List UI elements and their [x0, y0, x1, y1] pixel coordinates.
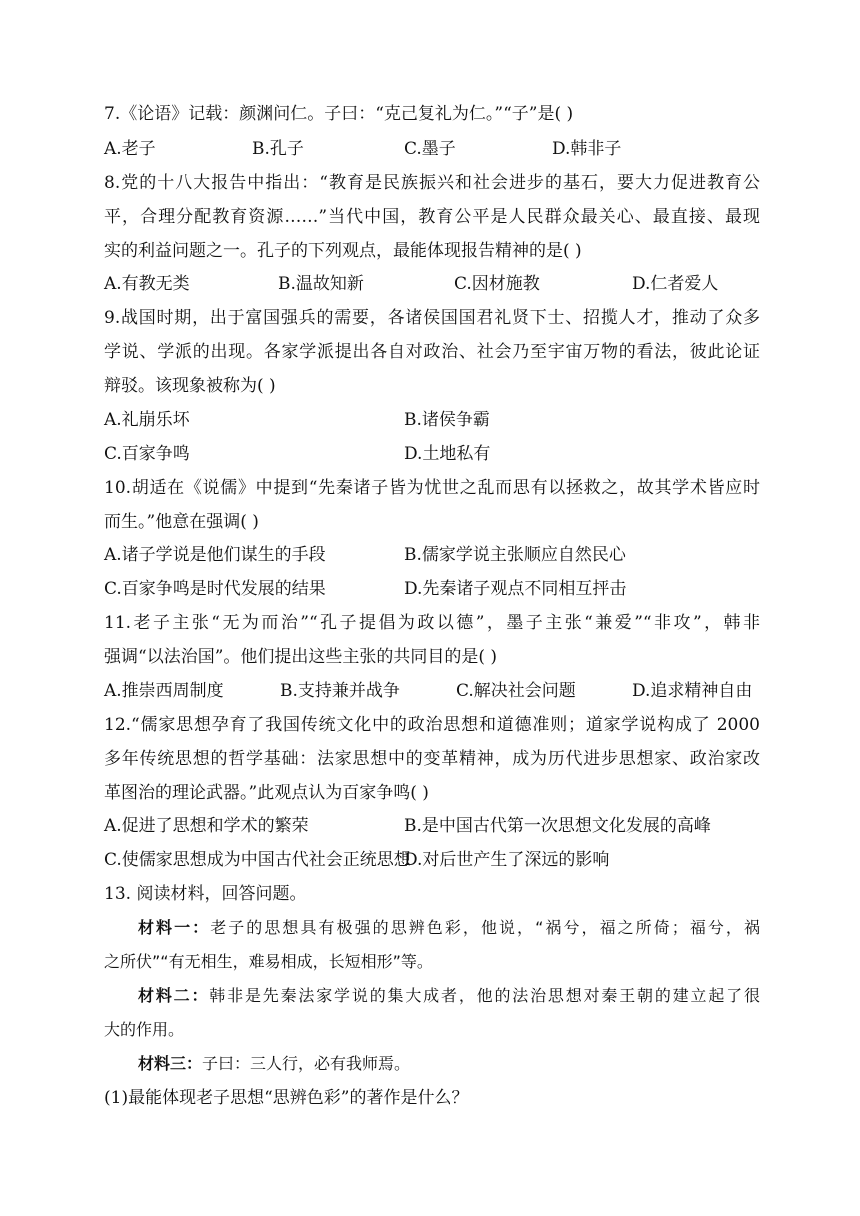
material1-label: 材料一： — [138, 918, 211, 937]
q11-option-b: B.支持兼并战争 — [280, 681, 400, 701]
q13-subquestion-1: (1)最能体现老子思想“思辨色彩”的著作是什么？ — [104, 1088, 469, 1108]
q9-option-d: D.土地私有 — [404, 444, 491, 464]
q8-option-d: D.仁者爱人 — [632, 274, 719, 294]
q12-option-d: D.对后世产生了深远的影响 — [404, 850, 610, 870]
q7-option-c: C.墨子 — [404, 139, 456, 159]
q12-stem-line: 革图治的理论武器。”此观点认为百家争鸣( ) — [104, 783, 429, 803]
q10-stem-line: 10.胡适在《说儒》中提到“先秦诸子皆为忧世之乱而思有以拯救之，故其学术皆应时 — [104, 478, 760, 498]
q7-stem: 7.《论语》记载：颜渊问仁。子曰：“克己复礼为仁。”“子”是( ) — [104, 104, 574, 124]
q11-option-d: D.追求精神自由 — [632, 681, 753, 701]
q8-option-a: A.有教无类 — [104, 274, 190, 294]
q10-option-d: D.先秦诸子观点不同相互抨击 — [404, 579, 627, 599]
material2-label: 材料二： — [138, 986, 210, 1005]
q12-option-c: C.使儒家思想成为中国古代社会正统思想 — [104, 850, 411, 870]
q8-option-c: C.因材施教 — [454, 274, 540, 294]
q11-stem-line: 强调“以法治国”。他们提出这些主张的共同目的是( ) — [104, 647, 498, 667]
material1-text: 老子的思想具有极强的思辨色彩，他说，“祸兮，福之所倚；福兮，祸 — [210, 918, 760, 937]
material3-text: 子曰：三人行，必有我师焉。 — [202, 1054, 411, 1073]
q7-option-a: A.老子 — [104, 139, 156, 159]
q11-option-c: C.解决社会问题 — [456, 681, 576, 701]
q11-option-a: A.推崇西周制度 — [104, 681, 224, 701]
q13-material2-line: 大的作用。 — [104, 1020, 185, 1039]
q13-stem: 13. 阅读材料，回答问题。 — [104, 884, 307, 904]
q9-option-b: B.诸侯争霸 — [404, 410, 490, 430]
q12-option-a: A.促进了思想和学术的繁荣 — [104, 816, 309, 836]
q10-stem-line: 而生。”他意在强调( ) — [104, 512, 259, 532]
q9-stem-line: 学说、学派的出现。各家学派提出各自对政治、社会乃至宇宙万物的看法，彼此论证 — [104, 342, 760, 362]
q11-stem-line: 11.老子主张“无为而治”“孔子提倡为政以德”，墨子主张“兼爱”“非攻”，韩非 — [104, 613, 760, 633]
q13-material1-line: 之所伏”“有无相生，难易相成，长短相形”等。 — [104, 952, 433, 971]
q13-material3-line — [104, 1054, 760, 1074]
q8-option-b: B.温故知新 — [278, 274, 364, 294]
q8-stem-line: 8.党的十八大报告中指出：“教育是民族振兴和社会进步的基石，要大力促进教育公 — [104, 173, 760, 193]
q13-material2-line — [104, 986, 760, 1006]
q10-option-a: A.诸子学说是他们谋生的手段 — [104, 545, 326, 565]
q9-option-c: C.百家争鸣 — [104, 444, 190, 464]
q7-option-b: B.孔子 — [252, 139, 304, 159]
q9-option-a: A.礼崩乐坏 — [104, 410, 190, 430]
q8-stem-line: 实的利益问题之一。孔子的下列观点，最能体现报告精神的是( ) — [104, 241, 582, 261]
q10-option-c: C.百家争鸣是时代发展的结果 — [104, 579, 326, 599]
q12-option-b: B.是中国古代第一次思想文化发展的高峰 — [404, 816, 711, 836]
material2-text: 韩非是先秦法家学说的集大成者，他的法治思想对秦王朝的建立起了很 — [209, 986, 760, 1005]
q8-stem-line: 平，合理分配教育资源……”当代中国，教育公平是人民群众最关心、最直接、最现 — [104, 207, 760, 227]
q12-stem-line: 12.“儒家思想孕育了我国传统文化中的政治思想和道德准则；道家学说构成了 2000 — [104, 715, 760, 735]
q7-option-d: D.韩非子 — [552, 139, 622, 159]
q10-option-b: B.儒家学说主张顺应自然民心 — [404, 545, 626, 565]
q13-material1-line — [104, 918, 760, 938]
q9-stem-line: 9.战国时期，出于富国强兵的需要，各诸侯国国君礼贤下士、招揽人才，推动了众多 — [104, 308, 760, 328]
q12-stem-line: 多年传统思想的哲学基础：法家思想中的变革精神，成为历代进步思想家、政治家改 — [104, 749, 760, 769]
q9-stem-line: 辩驳。该现象被称为( ) — [104, 376, 276, 396]
material3-label: 材料三： — [138, 1054, 203, 1073]
